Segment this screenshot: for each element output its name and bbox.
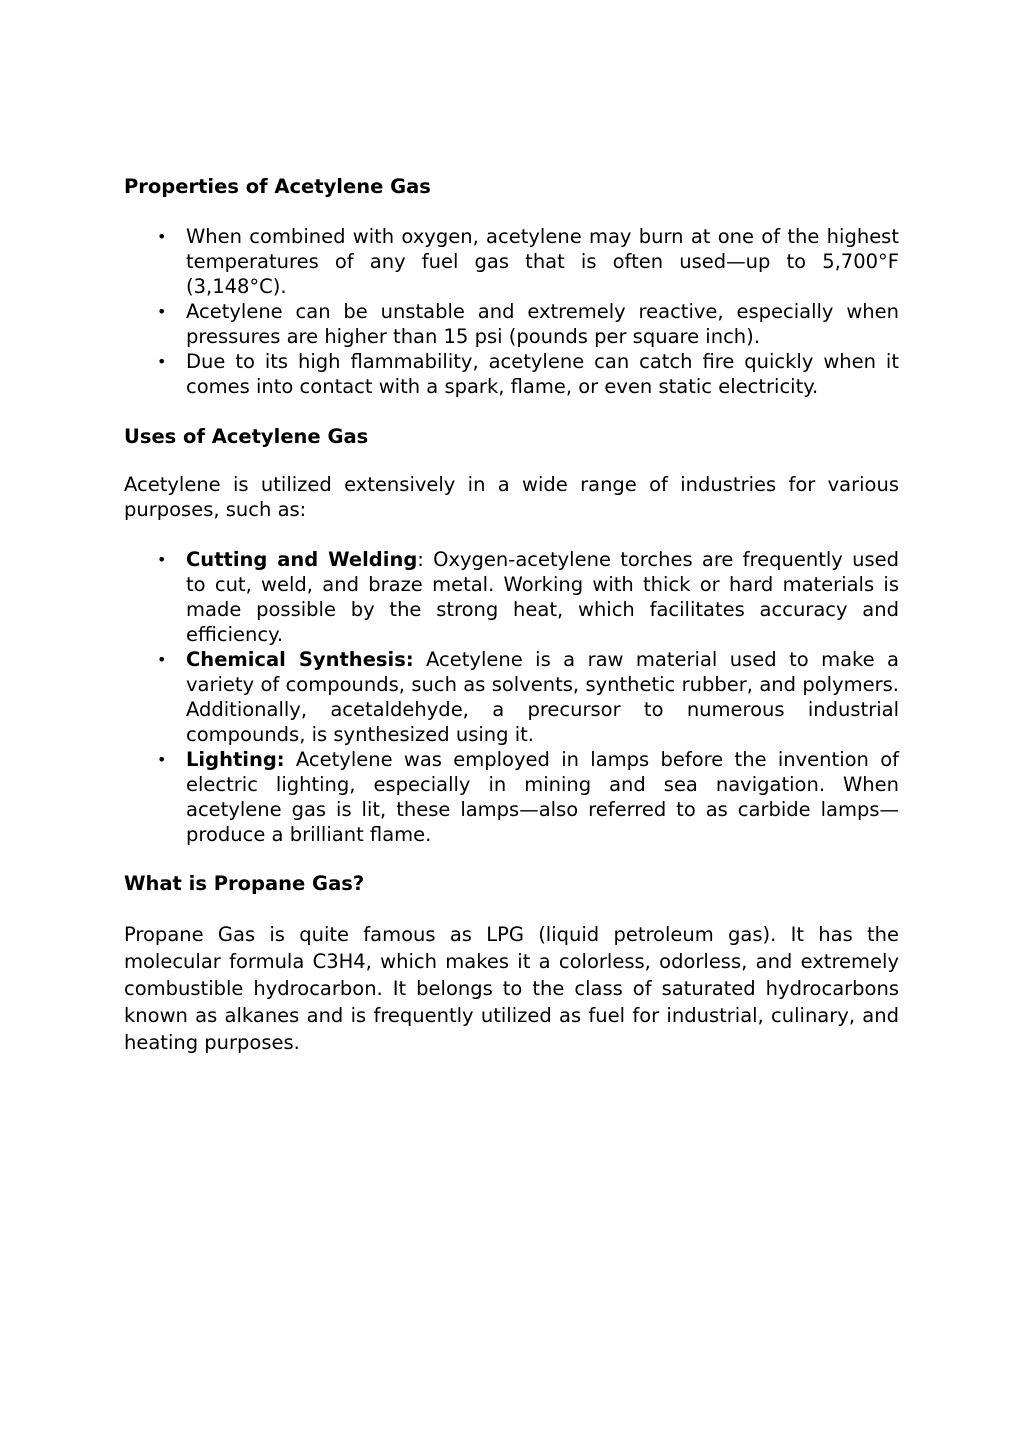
- bullet-icon: •: [157, 550, 167, 569]
- list-item-text: Acetylene is a raw material used to make a variety of compounds, such as solvents, synthetic rubber, and polymers. Additionally, acetaldehyde, a precursor to numerous industrial compounds, is synthesized using it.: [186, 648, 900, 746]
- bullet-icon: •: [157, 650, 167, 669]
- list-item: [124, 224, 899, 299]
- list-item-term: Cutting and Welding: [186, 548, 418, 571]
- section-heading-uses: Uses of Acetylene Gas: [124, 425, 369, 448]
- section-heading-properties: Properties of Acetylene Gas: [124, 175, 431, 198]
- list-item-text: Acetylene was employed in lamps before the invention of electric lighting, especially in mining and sea navigation. When acetylene gas is lit, these lamps—also referred to as carbide lamps—produce a brilliant flame.: [186, 748, 899, 846]
- bullet-icon: •: [157, 227, 167, 246]
- bullet-icon: •: [157, 352, 167, 371]
- uses-intro-paragraph: Acetylene is utilized extensively in a wide range of industries for various purposes, such as:: [124, 473, 899, 521]
- list-item: [124, 547, 899, 647]
- list-item-text: Due to its high flammability, acetylene can catch fire quickly when it comes into contact with a spark, flame, or even static electricity.: [186, 350, 899, 398]
- list-item: [124, 747, 899, 847]
- list-item: [124, 299, 899, 349]
- bullet-icon: •: [157, 302, 167, 321]
- list-item-term: Lighting:: [186, 748, 285, 771]
- list-item-text: When combined with oxygen, acetylene may burn at one of the highest temperatures of any fuel gas that is often used—up to 5,700°F (3,148°C).: [186, 225, 899, 298]
- document-content: [124, 172, 899, 1056]
- list-item: [124, 349, 899, 399]
- list-item-term: Chemical Synthesis:: [186, 648, 414, 671]
- uses-list: [124, 547, 899, 847]
- bullet-icon: •: [157, 750, 167, 769]
- propane-paragraph: Propane Gas is quite famous as LPG (liquid petroleum gas). It has the molecular formula C3H4, which makes it a colorless, odorless, and extremely combustible hydrocarbon. It belongs to the class of saturated hydrocarbons known as alkanes and is frequently utilized as fuel for industrial, culinary, and heating purposes.: [124, 923, 899, 1054]
- list-item-text: : Oxygen-acetylene torches are frequently used to cut, weld, and braze metal. Working with thick or hard materials is made possible by the strong heat, which facilitates accuracy and efficiency.: [186, 548, 899, 646]
- properties-list: [124, 224, 899, 399]
- section-heading-propane: What is Propane Gas?: [124, 872, 365, 895]
- list-item-text: Acetylene can be unstable and extremely reactive, especially when pressures are higher than 15 psi (pounds per square inch).: [186, 300, 899, 348]
- list-item: [124, 647, 899, 747]
